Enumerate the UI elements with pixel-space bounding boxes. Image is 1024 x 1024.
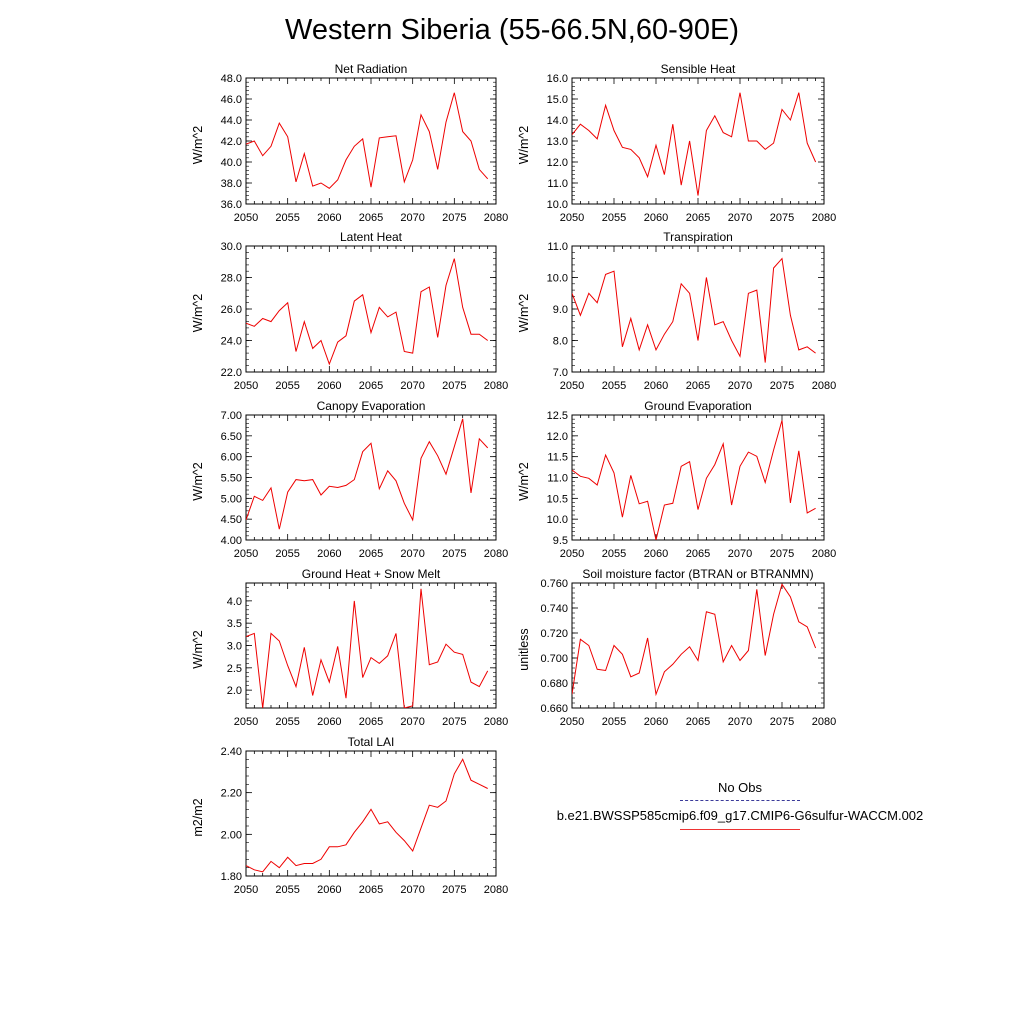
panel-4-xtick-label: 2055	[275, 548, 300, 560]
panel-1-ytick-label: 15.0	[546, 94, 568, 106]
panel-7-ytick-label: 0.720	[540, 628, 568, 640]
panel-8-title: Total LAI	[347, 735, 395, 749]
panel-0-title: Net Radiation	[334, 62, 408, 76]
panel-3-ytick-label: 11.0	[547, 241, 568, 253]
legend-obs-line	[680, 800, 800, 801]
panel-5-xtick-label: 2055	[601, 548, 627, 560]
panel-8-xtick-label: 2070	[400, 884, 425, 896]
panel-2-ytick-label: 30.0	[220, 241, 242, 253]
panel-1-xtick-label: 2070	[727, 212, 753, 224]
panel-0-series-line	[246, 93, 488, 189]
panel-2-ytick-label: 22.0	[220, 367, 242, 379]
panel-2-title: Latent Heat	[339, 230, 403, 244]
panel-1-ytick-label: 16.0	[546, 73, 568, 85]
panel-2-series-line	[246, 259, 488, 365]
panel-6-ytick-label: 2.0	[226, 685, 242, 698]
panel-3-ytick-label: 9.0	[552, 304, 568, 316]
panel-4-ylabel: W/m^2	[191, 462, 205, 501]
panel-4-xtick-label: 2065	[358, 548, 384, 560]
panel-3-xtick-label: 2050	[559, 380, 585, 392]
panel-7-ytick-label: 0.700	[540, 653, 568, 665]
panel-4-ytick-label: 5.00	[220, 493, 242, 506]
panel-1-xtick-label: 2065	[685, 212, 711, 224]
panel-1-xtick-label: 2050	[559, 212, 585, 224]
panel-4-ytick-label: 7.00	[220, 410, 242, 422]
panel-3-frame	[572, 246, 824, 372]
panel-3-ylabel: W/m^2	[517, 293, 531, 333]
panel-0-xtick-label: 2070	[400, 212, 425, 224]
panel-6-xtick-label: 2080	[483, 716, 509, 728]
figure-title: Western Siberia (55-66.5N,60-90E)	[284, 14, 740, 46]
panel-7-series-line	[572, 584, 816, 694]
panel-3-title: Transpiration	[663, 230, 733, 244]
panel-4-xtick-label: 2070	[400, 548, 425, 560]
panel-2-frame	[246, 246, 496, 372]
panel-0-ytick-label: 42.0	[220, 136, 242, 148]
panel-1-ytick-label: 12.0	[546, 157, 568, 169]
panel-4-ytick-label: 4.50	[220, 514, 242, 527]
panel-5-ytick-label: 9.5	[552, 535, 568, 547]
panel-3-xtick-label: 2065	[685, 380, 711, 392]
panel-6-ytick-label: 3.0	[226, 640, 242, 653]
panel-7-ytick-label: 0.740	[540, 603, 568, 615]
panel-1-ytick-label: 14.0	[546, 115, 568, 127]
panel-1-series-line	[572, 93, 816, 196]
panel-0-ytick-label: 36.0	[220, 199, 242, 211]
panel-0-ytick-label: 40.0	[220, 157, 242, 169]
panel-7-ytick-label: 0.760	[540, 578, 568, 590]
panel-0-xtick-label: 2050	[233, 212, 259, 224]
panel-1-xtick-label: 2080	[811, 212, 837, 224]
panel-8-frame	[246, 751, 496, 876]
panel-4-xtick-label: 2075	[442, 548, 467, 560]
panel-8-ytick-label: 2.20	[220, 787, 242, 800]
panel-1-frame	[572, 78, 824, 204]
panel-8-xtick-label: 2075	[442, 884, 467, 896]
panel-5-title: Ground Evaporation	[644, 399, 752, 413]
panel-8-xtick-label: 2050	[233, 884, 259, 896]
panel-1-ylabel: W/m^2	[517, 125, 531, 165]
panel-6-xtick-label: 2060	[317, 716, 342, 728]
panel-0-ylabel: W/m^2	[191, 125, 205, 165]
panel-2-xtick-label: 2050	[233, 380, 259, 392]
panel-3-xtick-label: 2070	[727, 380, 753, 392]
panel-2-ytick-label: 28.0	[220, 272, 242, 285]
panel-2-xtick-label: 2065	[358, 380, 384, 392]
panel-3-xtick-label: 2075	[769, 380, 795, 392]
panel-6-series-line	[246, 589, 488, 708]
panel-5-ytick-label: 11.5	[547, 451, 568, 464]
panel-5-xtick-label: 2060	[643, 548, 669, 560]
panel-3-ytick-label: 7.0	[552, 367, 568, 379]
legend-model-line	[680, 829, 800, 830]
panel-6-ylabel: W/m^2	[191, 630, 205, 669]
panel-5-xtick-label: 2050	[559, 548, 585, 560]
panel-3-ytick-label: 8.0	[552, 335, 568, 348]
panel-2-xtick-label: 2075	[442, 380, 467, 392]
panel-6-xtick-label: 2065	[358, 716, 384, 728]
legend-model-label: b.e21.BWSSP585cmip6.f09_g17.CMIP6-G6sulfur-WACCM.002	[556, 808, 924, 823]
panel-4-ytick-label: 4.00	[220, 535, 242, 547]
panel-0-xtick-label: 2080	[483, 212, 509, 224]
panel-3-xtick-label: 2060	[643, 380, 669, 392]
panel-5-xtick-label: 2065	[685, 548, 711, 560]
panel-5-ytick-label: 11.0	[547, 472, 568, 485]
panel-8-ytick-label: 2.00	[220, 829, 242, 842]
panel-2-ytick-label: 24.0	[220, 335, 242, 348]
panel-0-xtick-label: 2060	[317, 212, 342, 224]
panel-6-xtick-label: 2070	[400, 716, 425, 728]
panel-1-ytick-label: 13.0	[546, 136, 568, 148]
panel-2-xtick-label: 2080	[483, 380, 509, 392]
panel-1-xtick-label: 2060	[643, 212, 669, 224]
panel-0-ytick-label: 46.0	[220, 94, 242, 106]
panel-8-xtick-label: 2055	[275, 884, 300, 896]
panel-4-ytick-label: 6.50	[220, 430, 242, 443]
panel-3-xtick-label: 2080	[811, 380, 837, 392]
panel-6-xtick-label: 2055	[275, 716, 300, 728]
panel-5-ytick-label: 10.0	[546, 514, 568, 527]
panel-2-ylabel: W/m^2	[191, 293, 205, 333]
panel-0-xtick-label: 2055	[275, 212, 300, 224]
panel-5-ytick-label: 10.5	[546, 493, 568, 506]
panel-8-series-line	[246, 759, 488, 872]
panel-5-xtick-label: 2070	[727, 548, 753, 560]
panel-0-ytick-label: 38.0	[220, 178, 242, 190]
panel-4-xtick-label: 2080	[483, 548, 509, 560]
panel-7-xtick-label: 2065	[685, 716, 711, 728]
legend-obs-label: No Obs	[717, 780, 763, 795]
panel-2-xtick-label: 2055	[275, 380, 300, 392]
panel-7-ytick-label: 0.660	[540, 703, 568, 715]
panel-2-xtick-label: 2070	[400, 380, 425, 392]
panel-7-xtick-label: 2070	[727, 716, 753, 728]
panel-7-xtick-label: 2055	[601, 716, 627, 728]
panel-7-frame	[572, 583, 824, 708]
panel-7-xtick-label: 2060	[643, 716, 669, 728]
panel-4-ytick-label: 6.00	[220, 451, 242, 464]
panel-5-ytick-label: 12.0	[546, 430, 568, 443]
panel-6-ytick-label: 2.5	[226, 662, 242, 675]
panel-0-ytick-label: 48.0	[220, 73, 242, 85]
panel-8-xtick-label: 2065	[358, 884, 384, 896]
panel-0-xtick-label: 2065	[358, 212, 384, 224]
panel-8-xtick-label: 2080	[483, 884, 509, 896]
panel-2-ytick-label: 26.0	[220, 304, 242, 316]
panel-2-xtick-label: 2060	[317, 380, 342, 392]
panel-7-ytick-label: 0.680	[540, 678, 568, 690]
panel-3-series-line	[572, 259, 816, 363]
panel-7-ylabel: unitless	[517, 628, 531, 671]
panel-5-ylabel: W/m^2	[517, 462, 531, 501]
panel-7-xtick-label: 2075	[769, 716, 795, 728]
panel-0-xtick-label: 2075	[442, 212, 467, 224]
panel-8-ytick-label: 1.80	[220, 871, 242, 883]
panel-8-ylabel: m2/m2	[191, 798, 205, 837]
panel-7-title: Soil moisture factor (BTRAN or BTRANMN)	[582, 567, 814, 581]
panel-5-ytick-label: 12.5	[546, 410, 568, 422]
panel-4-ytick-label: 5.50	[220, 472, 242, 485]
panel-5-xtick-label: 2075	[769, 548, 795, 560]
panel-4-title: Canopy Evaporation	[316, 399, 426, 413]
panel-6-frame	[246, 583, 496, 708]
panel-1-title: Sensible Heat	[660, 62, 736, 76]
panel-6-ytick-label: 4.0	[226, 595, 242, 608]
panel-5-series-line	[572, 420, 816, 540]
panel-6-xtick-label: 2050	[233, 716, 259, 728]
panel-1-ytick-label: 10.0	[546, 199, 568, 211]
panel-6-ytick-label: 3.5	[226, 618, 242, 631]
panel-7-xtick-label: 2080	[811, 716, 837, 728]
panel-1-xtick-label: 2075	[769, 212, 795, 224]
panel-1-xtick-label: 2055	[601, 212, 627, 224]
panel-5-xtick-label: 2080	[811, 548, 837, 560]
panel-4-xtick-label: 2050	[233, 548, 259, 560]
panel-6-xtick-label: 2075	[442, 716, 467, 728]
panel-5-frame	[572, 415, 824, 540]
panel-4-xtick-label: 2060	[317, 548, 342, 560]
panel-8-xtick-label: 2060	[317, 884, 342, 896]
panel-1-ytick-label: 11.0	[547, 178, 568, 190]
panel-3-ytick-label: 10.0	[546, 272, 568, 285]
panel-8-ytick-label: 2.40	[220, 746, 242, 758]
panel-0-ytick-label: 44.0	[220, 115, 242, 127]
panel-6-title: Ground Heat + Snow Melt	[301, 567, 441, 581]
panel-7-xtick-label: 2050	[559, 716, 585, 728]
panel-4-series-line	[246, 419, 488, 529]
panel-3-xtick-label: 2055	[601, 380, 627, 392]
